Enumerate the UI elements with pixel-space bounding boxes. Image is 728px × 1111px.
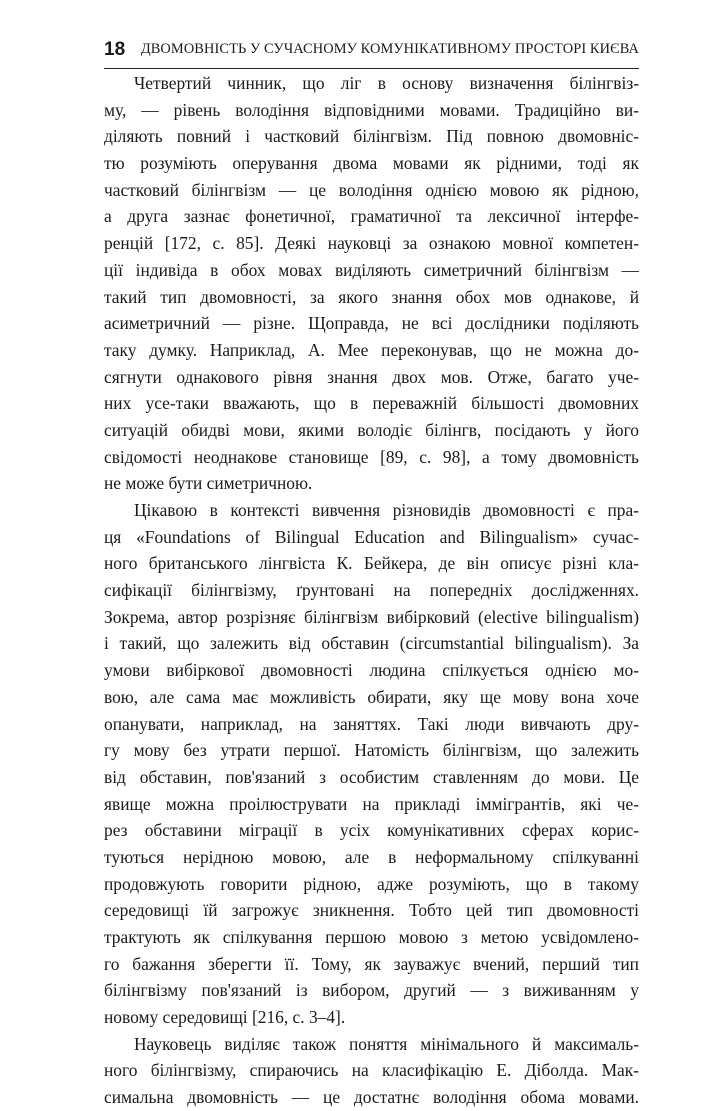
body-text (104, 70, 639, 1111)
text-line: Зокрема, автор розрізняє білінгвізм вибірковий (elective bilingualism) (104, 606, 639, 627)
text-line: білінгвізму пов'язаний із вибором, другий — з виживанням у (104, 980, 639, 1001)
text-line: сифікації білінгвізму, ґрунтовані на попередніх дослідженнях. (104, 580, 639, 601)
page-number: 18 (104, 39, 126, 60)
text-line: ренцій [172, с. 85]. Деякі науковці за ознакою мовної компетен- (104, 233, 639, 254)
text-line: Науковець виділяє також поняття мінімального й максималь- (134, 1033, 639, 1054)
text-line: явище можна проілюструвати на прикладі іммігрантів, які че- (104, 793, 639, 814)
text-line: сягнути однакового рівня знання двох мов. Отже, багато уче- (104, 366, 639, 387)
text-line: діляють повний і частковий білінгвізм. Під повною двомовніс- (104, 126, 639, 147)
text-line: симальна двомовність — це достатнє володіння обома мовами. (104, 1087, 639, 1108)
text-line: вою, але сама має можливість обирати, яку ще мову вона хоче (104, 686, 639, 707)
text-line: Цікавою в контексті вивчення різновидів двомовності є пра- (134, 500, 639, 520)
text-line: ного британського лінгвіста К. Бейкера, де він описує різні кла- (104, 553, 639, 574)
text-line: опанувати, наприклад, на заняттях. Такі люди вивчають дру- (104, 713, 639, 734)
text-line: трактують як спілкування першою мовою з метою усвідомлено- (104, 927, 639, 947)
text-line: му, — рівень володіння відповідними мовами. Традиційно ви- (104, 99, 639, 120)
text-line: ця «Foundations of Bilingual Education and Bilingualism» сучас- (104, 526, 639, 547)
text-line: ції індивіда в обох мовах виділяють симетричний білінгвізм — (104, 259, 639, 280)
text-line: новому середовищі [216, с. 3–4]. (104, 1007, 346, 1028)
text-line: не може бути симетричною. (104, 473, 313, 494)
page-header (104, 38, 639, 69)
text-line: го бажання зберегти її. Тому, як зауважує вчений, перший тип (104, 953, 639, 974)
text-line: таку думку. Наприклад, А. Мее переконував, що не можна до- (104, 339, 639, 360)
text-line: середовищі їй загрожує зникнення. Тобто цей тип двомовності (104, 900, 639, 921)
text-line: туються нерідною мовою, але в неформальному спілкуванні (104, 846, 639, 867)
text-line: такий тип двомовності, за якого знання обох мов однакове, й (104, 286, 639, 307)
running-title: ДВОМОВНІСТЬ У СУЧАСНОМУ КОМУНІКАТИВНОМУ ПРОСТОРІ КИЄВА (140, 41, 639, 57)
text-line: тю розуміють оперування двома мовами як рідними, тоді як (104, 153, 639, 174)
text-line: а друга зазнає фонетичної, граматичної та лексичної інтерфе- (104, 206, 639, 227)
text-line: умови вибіркової двомовності людина спілкується однією мо- (104, 660, 639, 681)
text-line: Четвертий чинник, що ліг в основу визначення білінгвіз- (134, 73, 639, 93)
text-line: від обставин, пов'язаний з особистим ставленням до мови. Це (104, 766, 639, 787)
text-line: ного білінгвізму, спираючись на класифікацію Е. Діболда. Мак- (104, 1060, 639, 1081)
text-line: продовжують говорити рідною, адже розуміють, що в такому (104, 873, 639, 894)
text-line: рез обставини міграції в усіх комунікативних сферах корис- (104, 820, 639, 841)
text-line: ситуацій обидві мови, якими володіє білінгв, посідають у його (104, 419, 639, 440)
text-line: свідомості неоднакове становище [89, с. 98], а тому двомовність (104, 446, 639, 467)
text-line: гу мову без утрати першої. Натомість білінгвізм, що залежить (104, 740, 639, 761)
text-line: частковий білінгвізм — це володіння однією мовою як рідною, (104, 179, 639, 200)
text-line: них усе-таки вважають, що в переважній більшості двомовних (104, 393, 639, 414)
text-line: асиметричний — різне. Щоправда, не всі дослідники поділяють (104, 313, 639, 334)
text-line: і такий, що залежить від обставин (circumstantial bilingualism). За (104, 633, 639, 654)
